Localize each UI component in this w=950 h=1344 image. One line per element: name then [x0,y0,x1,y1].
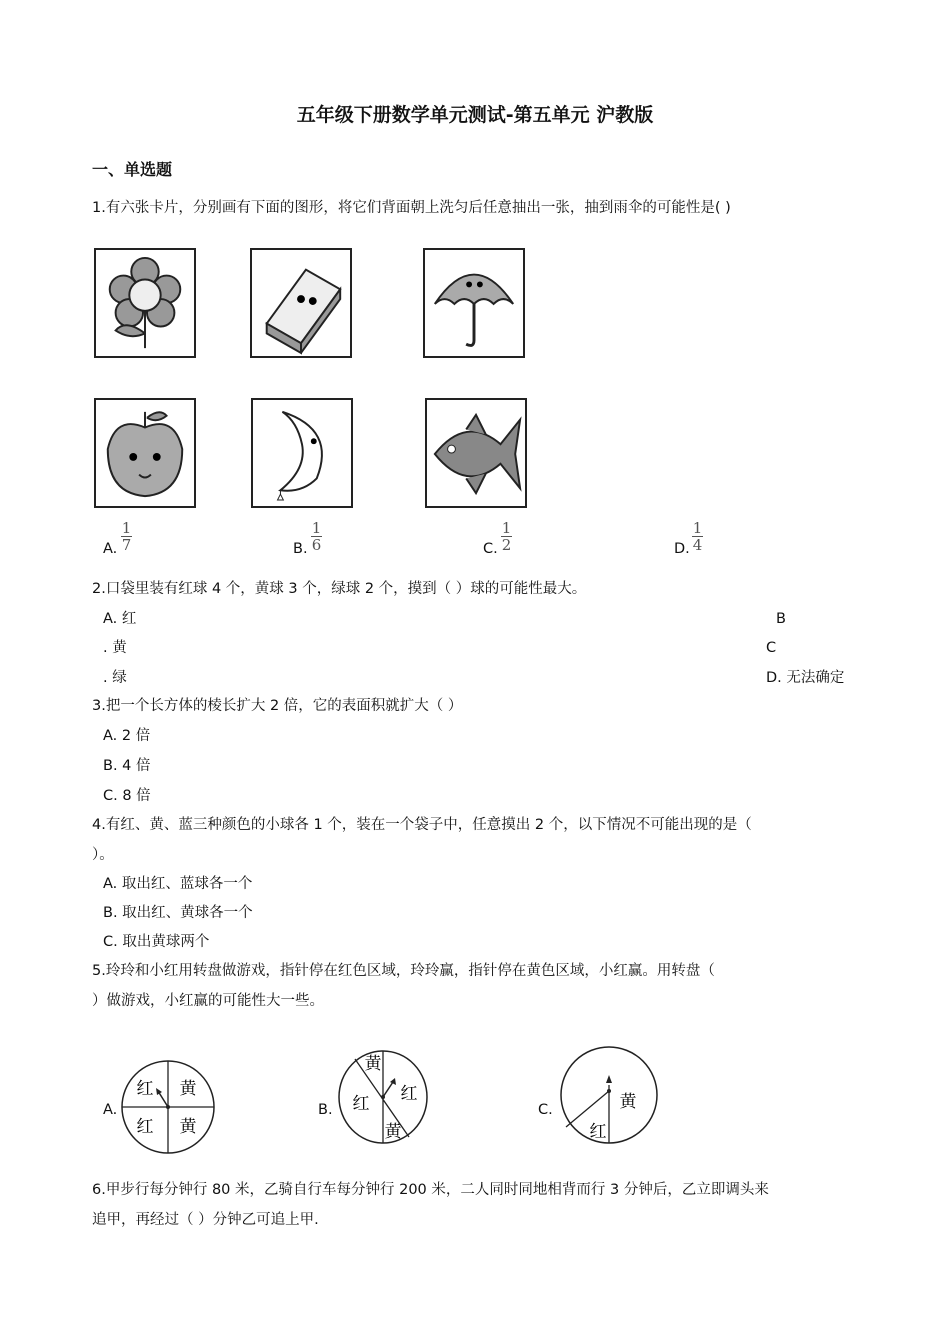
denominator: 4 [692,536,703,554]
q3-option-a[interactable]: A. 2 倍 [103,728,151,744]
card-book [250,248,352,358]
fish-icon [427,400,525,506]
numerator: 1 [121,519,132,537]
yellow-region-label: 黄 [619,1092,637,1112]
q2-option-d[interactable]: D. 无法确定 [766,670,845,686]
q4-option-c[interactable]: C. 取出黄球两个 [103,934,210,950]
q2-option-b-text[interactable]: . 黄 [103,640,127,656]
moon-icon [253,400,351,506]
numerator: 1 [501,519,512,537]
page-title: 五年级下册数学单元测试-第五单元 沪教版 [296,104,654,126]
spinner-a[interactable] [118,1058,218,1156]
red-region-label: 红 [136,1079,154,1099]
q3-option-c[interactable]: C. 8 倍 [103,788,151,804]
question-4-line1: 4.有红、黄、蓝三种颜色的小球各 1 个，装在一个袋子中，任意摸出 2 个，以下情况不可能出现的是（ [92,817,752,833]
denominator: 6 [311,536,322,554]
spinner-c[interactable] [558,1045,660,1145]
numerator: 1 [692,519,703,537]
yellow-region-label: 黄 [384,1122,402,1142]
yellow-region-label: 黄 [364,1054,382,1074]
card-fish [425,398,527,508]
section-heading: 一、单选题 [92,160,173,179]
question-2: 2.口袋里装有红球 4 个，黄球 3 个，绿球 2 个，摸到（ ）球的可能性最大。 [92,581,587,597]
question-3: 3.把一个长方体的棱长扩大 2 倍，它的表面积就扩大（ ） [92,698,463,714]
question-5-line2: ）做游戏，小红赢的可能性大一些。 [92,993,324,1009]
fraction [692,520,703,553]
q5-option-b-label[interactable]: B. [318,1102,333,1118]
q2-option-a[interactable]: A. 红 [103,611,137,627]
umbrella-icon [425,250,523,356]
question-6-line2: 追甲，再经过（ ）分钟乙可追上甲. [92,1212,319,1228]
red-region-label: 红 [352,1094,370,1114]
question-4-line2: ）。 [92,847,114,863]
denominator: 2 [501,536,512,554]
option-label: C. [483,541,498,557]
numerator: 1 [311,519,322,537]
q3-option-b[interactable]: B. 4 倍 [103,758,151,774]
fraction [501,520,512,553]
question-5-line1: 5.玲玲和小红用转盘做游戏，指针停在红色区域，玲玲赢，指针停在黄色区域，小红赢。用转盘（ [92,963,715,979]
red-region-label: 红 [136,1117,154,1137]
q2-option-c-text[interactable]: . 绿 [103,670,127,686]
option-label: D. [674,541,690,557]
q4-option-a[interactable]: A. 取出红、蓝球各一个 [103,876,253,892]
fraction [311,520,322,553]
apple-icon [96,400,194,506]
yellow-region-label: 黄 [179,1117,197,1137]
option-label: B. [293,541,308,557]
flower-icon [96,250,194,356]
question-6-line1: 6.甲步行每分钟行 80 米，乙骑自行车每分钟行 200 米，二人同时同地相背而行 3 分钟后，乙立即调头来 [92,1182,769,1198]
q2-option-b-letter[interactable]: B [776,611,786,627]
red-region-label: 红 [589,1122,607,1142]
question-1: 1.有六张卡片，分别画有下面的图形，将它们背面朝上洗匀后任意抽出一张，抽到雨伞的可能性是( ) [92,200,731,216]
book-icon [252,250,350,356]
option-label: A. [103,541,118,557]
q5-option-a-label[interactable]: A. [103,1102,118,1118]
card-umbrella [423,248,525,358]
card-moon [251,398,353,508]
q4-option-b[interactable]: B. 取出红、黄球各一个 [103,905,253,921]
q5-option-c-label[interactable]: C. [538,1102,553,1118]
yellow-region-label: 黄 [179,1079,197,1099]
card-flower [94,248,196,358]
spinner-b[interactable] [333,1047,433,1147]
card-apple [94,398,196,508]
fraction [121,520,132,553]
q2-option-c-letter[interactable]: C [766,640,777,656]
red-region-label: 红 [400,1084,418,1104]
denominator: 7 [121,536,132,554]
